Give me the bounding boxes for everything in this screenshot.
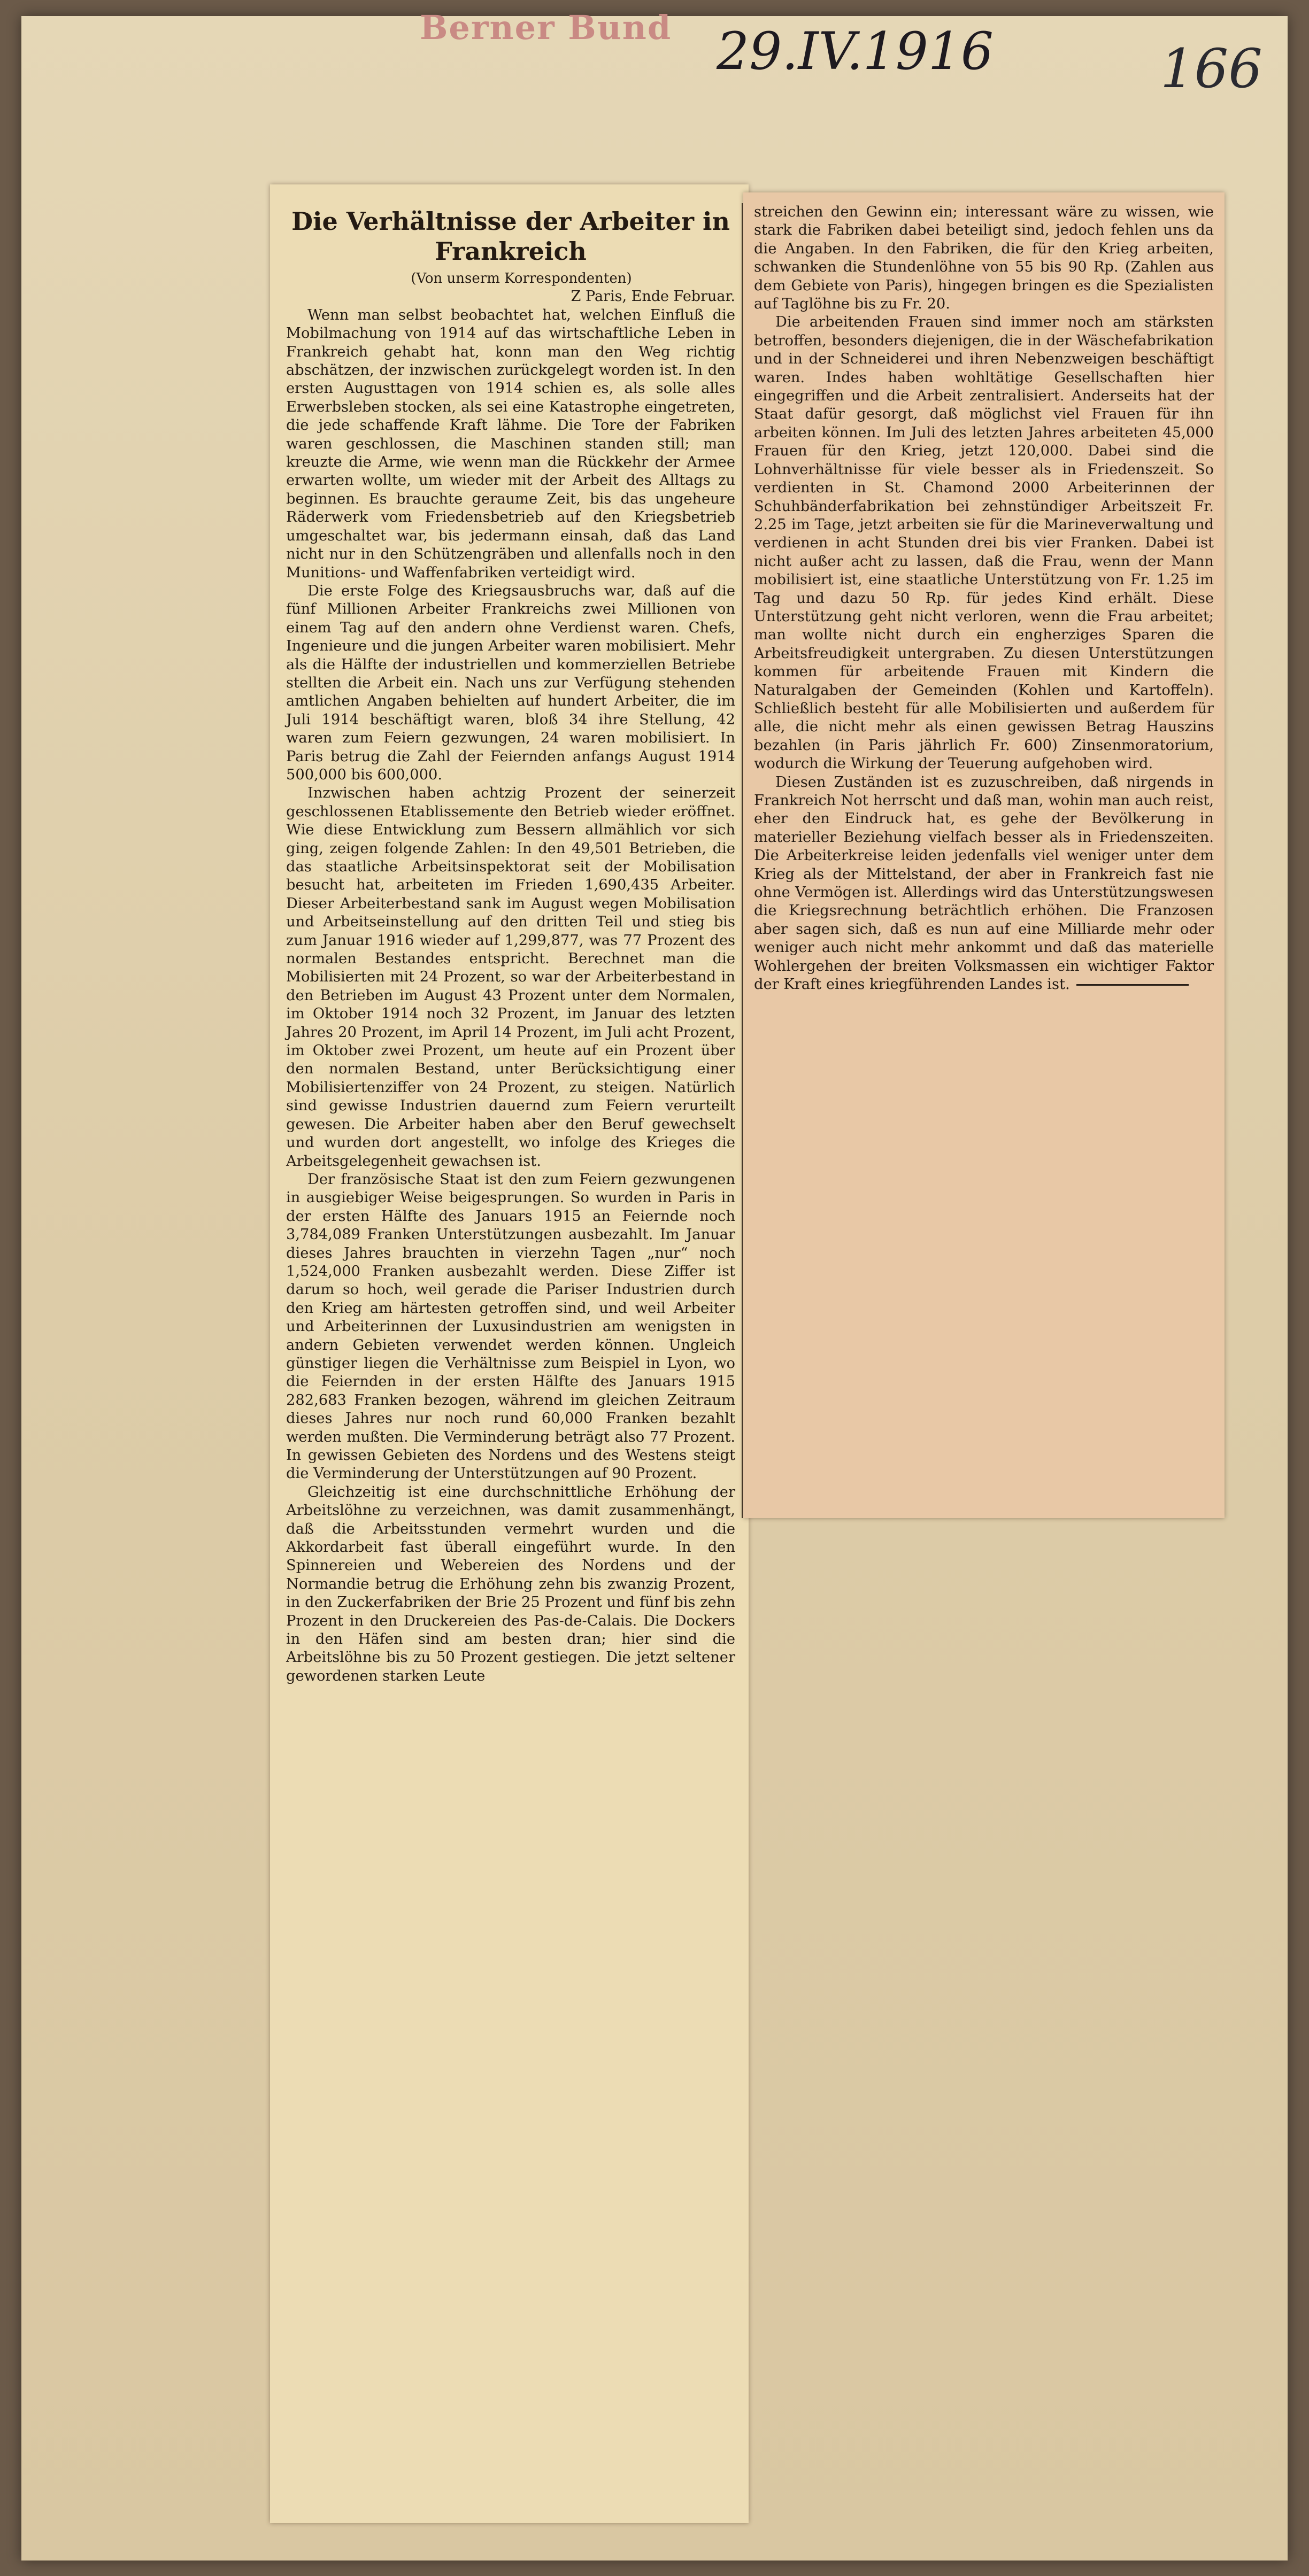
article-right-column bbox=[754, 203, 1214, 994]
paragraph-text: Diesen Zuständen ist es zuzuschreiben, daß nirgends in Frankreich Not herrscht und daß man, wohin man auch reist, eher den Eindruck hat, es gehe der Bevölkerung in materieller Beziehung vielfach besser als in Friedenszeiten. Die Arbeiterkreise leiden jedenfalls viel weniger unter dem Krieg als der Mittelstand, der aber in Frankreich fast nie ohne Vermögen ist. Allerdings wird das Unterstützungswesen die Kriegsrechnung beträchtlich erhöhen. Die Franzosen aber sagen sich, daß es nun auf eine Milliarde mehr oder weniger auch nicht mehr ankommt und daß das materielle Wohlergehen der breiten Volksmassen ein wichtiger Faktor der Kraft eines kriegführenden Landes ist. bbox=[754, 773, 1214, 993]
article-left-column bbox=[286, 203, 735, 1685]
paragraph: streichen den Gewinn ein; interessant wäre zu wissen, wie stark die Fabriken dabei beteiligt sind, jedoch fehlen uns da die Angaben. In den Fabriken, die für den Krieg arbeiten, schwanken die Stundenlöhne von 55 bis 90 Rp. (Zahlen aus dem Gebiete von Paris), hingegen bringen es die Spezialisten auf Taglöhne bis zu Fr. 20. bbox=[754, 204, 1214, 313]
closing-rule bbox=[1076, 984, 1189, 986]
paragraph: Inzwischen haben achtzig Prozent der seinerzeit geschlossenen Etablissemente den Betrieb wieder eröffnet. Wie diese Entwicklung zum Bessern allmählich vor sich ging, zeigen folgende Zahlen: In den 49,501 Betrieben, die das staatliche Arbeitsinspektorat seit der Mobilisation besucht hat, arbeiteten im Frieden 1,690,435 Arbeiter. Dieser Arbeiterbestand sank im August wegen Mobilisation und Arbeitseinstellung auf den dritten Teil und stieg bis zum Januar 1916 wieder auf 1,299,877, was 77 Prozent des normalen Bestandes entspricht. Berechnet man die Mobilisierten mit 24 Prozent, so war der Arbeiterbestand in den Betrieben im August 43 Prozent unter dem Normalen, im Oktober 1914 noch 32 Prozent, im Januar des letzten Jahres 20 Prozent, im April 14 Prozent, im Juli acht Prozent, im Oktober zwei Prozent, um heute auf ein Prozent über den normalen Bestand, unter Berücksichtigung einer Mobilisiertenziffer von 24 Prozent, zu steigen. Natürlich sind gewisse Industrien dauernd zum Feiern verurteilt gewesen. Die Arbeiter haben aber den Beruf gewechselt und wurden dort angestellt, wo infolge des Krieges die Arbeitsgelegenheit gewachsen ist. bbox=[286, 785, 735, 1170]
paragraph: Der französische Staat ist den zum Feiern gezwungenen in ausgiebiger Weise beigesprungen. So wurden in Paris in der ersten Hälfte des Januars 1915 an Feiernde noch 3,784,089 Franken Unterstützungen ausbezahlt. Im Januar dieses Jahres brauchten in vierzehn Tagen „nur“ noch 1,524,000 Franken ausbezahlt werden. Diese Ziffer ist darum so hoch, weil gerade die Pariser Industrien durch den Krieg am härtesten getroffen sind, und weil Arbeiter und Arbeiterinnen der Luxusindustrien am wenigsten in andern Gebieten verwendet werden können. Ungleich günstiger liegen die Verhältnisse zum Beispiel in Lyon, wo die Feiernden in der ersten Hälfte des Januars 1915 282,683 Franken bezogen, während im gleichen Zeitraum dieses Jahres nur noch rund 60,000 Franken bezahlt werden mußten. Die Verminderung beträgt also 77 Prozent. In gewissen Gebieten des Nordens und des Westens steigt die Verminderung der Unterstützungen auf 90 Prozent. bbox=[286, 1171, 735, 1482]
newspaper-stamp: Berner Bund bbox=[420, 8, 672, 47]
article-byline: (Von unserm Korrespondenten) bbox=[411, 270, 632, 287]
article-title: Die Verhältnisse der Arbeiter in Frankreich bbox=[291, 207, 730, 266]
handwritten-date: 29.IV.1916 bbox=[717, 21, 994, 81]
paragraph: Gleichzeitig ist eine durchschnittliche Erhöhung der Arbeitslöhne zu verzeichnen, was damit zusammenhängt, daß die Arbeitsstunden vermehrt wurden und die Akkordarbeit fast überall eingeführt wurde. In den Spinnereien und Webereien des Nordens und der Normandie betrug die Erhöhung zehn bis zwanzig Prozent, in den Zuckerfabriken der Brie 25 Prozent und fünf bis zehn Prozent in den Druckereien des Pas-de-Calais. Die Dockers in den Häfen sind am besten dran; hier sind die Arbeitslöhne bis zu 50 Prozent gestiegen. Die jetzt seltener gewordenen starken Leute bbox=[286, 1483, 735, 1684]
paragraph: Wenn man selbst beobachtet hat, welchen Einfluß die Mobilmachung von 1914 auf das wirtschaftliche Leben in Frankreich gehabt hat, konn man den Weg richtig abschätzen, der inzwischen zurückgelegt worden ist. In den ersten Augusttagen von 1914 schien es, als solle alles Erwerbsleben stocken, als sei eine Katastrophe eingetreten, die jede schaffende Kraft lähme. Die Tore der Fabriken waren geschlossen, die Maschinen standen still; man kreuzte die Arme, wie wenn man die Rückkehr der Armee erwarten wollte, um wieder mit der Arbeit des Alltags zu beginnen. Es brauchte geraume Zeit, bis das ungeheure Räderwerk vom Friedensbetrieb auf den Kriegsbetrieb umgeschaltet war, bis jedermann einsah, daß das Land nicht nur in den Schützengräben und allenfalls noch in den Munitions- und Waffenfabriken verteidigt wird. bbox=[286, 306, 735, 581]
article-dateline: Z Paris, Ende Februar. bbox=[571, 288, 735, 305]
handwritten-page-number: 166 bbox=[1160, 37, 1262, 100]
paragraph bbox=[754, 773, 1214, 994]
paragraph: Die erste Folge des Kriegsausbruchs war, daß auf die fünf Millionen Arbeiter Frankreichs zwei Millionen von einem Tag auf den andern ohne Verdienst waren. Chefs, Ingenieure und die jungen Arbeiter waren mobilisiert. Mehr als die Hälfte der industriellen und kommerziellen Betriebe stellten die Arbeit ein. Nach uns zur Verfügung stehenden amtlichen Angaben behielten auf hundert Arbeiter, die im Juli 1914 beschäftigt waren, bloß 34 ihre Stellung, 42 waren zum Feiern gezwungen, 24 waren mobilisiert. In Paris betrug die Zahl der Feiernden anfangs August 1914 500,000 bis 600,000. bbox=[286, 582, 735, 783]
paragraph: Die arbeitenden Frauen sind immer noch am stärksten betroffen, besonders diejenigen, die in der Wäschefabrikation und in der Schneiderei und ihren Nebenzweigen beschäftigt waren. Indes haben wohltätige Gesellschaften hier eingegriffen und die Arbeit zentralisiert. Anderseits hat der Staat dafür gesorgt, daß möglichst viel Frauen für ihn arbeiten können. Im Juli des letzten Jahres arbeiteten 45,000 Frauen für den Krieg, jetzt 120,000. Dabei sind die Lohnverhältnisse für viele besser als in Friedenszeit. So verdienten in St. Chamond 2000 Arbeiterinnen der Schuhbänderfabrikation bei zehnstündiger Arbeitszeit Fr. 2.25 im Tage, jetzt arbeiten sie für die Marineverwaltung und verdienen in acht Stunden drei bis vier Franken. Dabei ist nicht außer acht zu lassen, daß die Frau, wenn der Mann mobilisiert ist, eine staatliche Unterstützung von Fr. 1.25 im Tag und dazu 50 Rp. für jedes Kind erhält. Diese Unterstützung geht nicht verloren, wenn die Frau arbeitet; man wollte nicht durch ein engherziges Sparen die Arbeitsfreudigkeit untergraben. Zu diesen Unterstützungen kommen für arbeitende Frauen mit Kindern die Naturalgaben der Gemeinden (Kohlen und Kartoffeln). Schließlich besteht für alle Mobilisierten und außerdem für alle, die nicht mehr als einen gewissen Betrag Hauszins bezahlen (in Paris jährlich Fr. 600) Zinsenmoratorium, wodurch die Wirkung der Teuerung aufgehoben wird. bbox=[754, 314, 1214, 772]
column-divider bbox=[742, 203, 743, 1518]
